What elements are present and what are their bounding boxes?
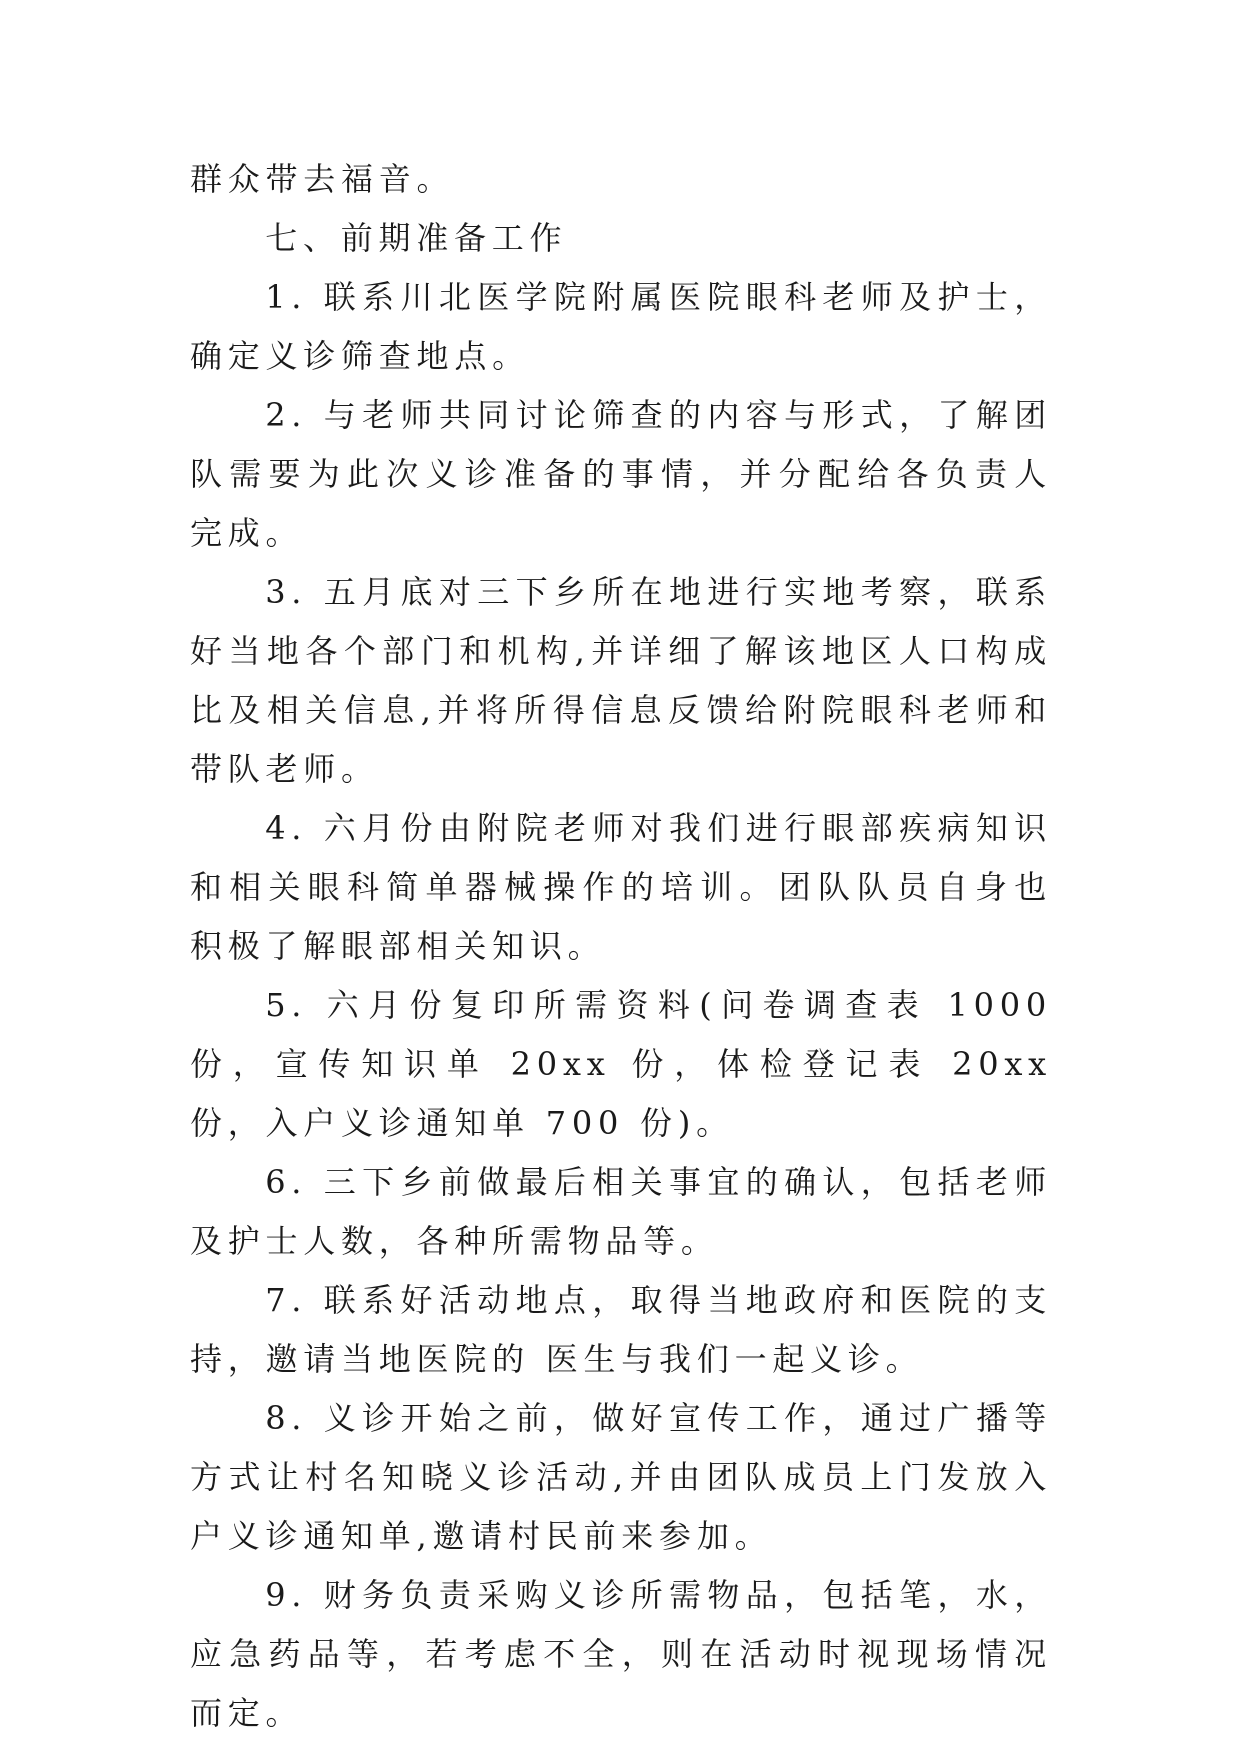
list-item: 8. 义诊开始之前，做好宣传工作，通过广播等方式让村名知晓义诊活动,并由团队成员上门发放入户义诊通知单,邀请村民前来参加。 [190,1399,1052,1555]
list-item: 3. 五月底对三下乡所在地进行实地考察，联系好当地各个部门和机构,并详细了解该地区人口构成比及相关信息,并将所得信息反馈给附院眼科老师和带队老师。 [190,573,1052,788]
list-item: 1. 联系川北医学院附属医院眼科老师及护士，确定义诊筛查地点。 [190,278,1052,375]
list-item: 4. 六月份由附院老师对我们进行眼部疾病知识和相关眼科简单器械操作的培训。团队队员自身也积极了解眼部相关知识。 [190,809,1052,965]
list-item: 2. 与老师共同讨论筛查的内容与形式，了解团队需要为此次义诊准备的事情，并分配给各负责人完成。 [190,396,1052,552]
list-item: 9. 财务负责采购义诊所需物品，包括笔，水，应急药品等，若考虑不全，则在活动时视现场情况而定。 [190,1576,1052,1732]
list-item: 6. 三下乡前做最后相关事宜的确认，包括老师及护士人数，各种所需物品等。 [190,1163,1052,1260]
list-item: 7. 联系好活动地点，取得当地政府和医院的支持，邀请当地医院的 医生与我们一起义诊。 [190,1281,1052,1378]
document-page [190,150,1052,1743]
list-item: 5. 六月份复印所需资料(问卷调查表 1000 份，宣传知识单 20xx 份，体检登记表 20xx 份，入户义诊通知单 700 份)。 [190,986,1052,1142]
continuation-text: 群众带去福音。 [190,160,455,198]
section-heading: 七、前期准备工作 [265,219,568,257]
